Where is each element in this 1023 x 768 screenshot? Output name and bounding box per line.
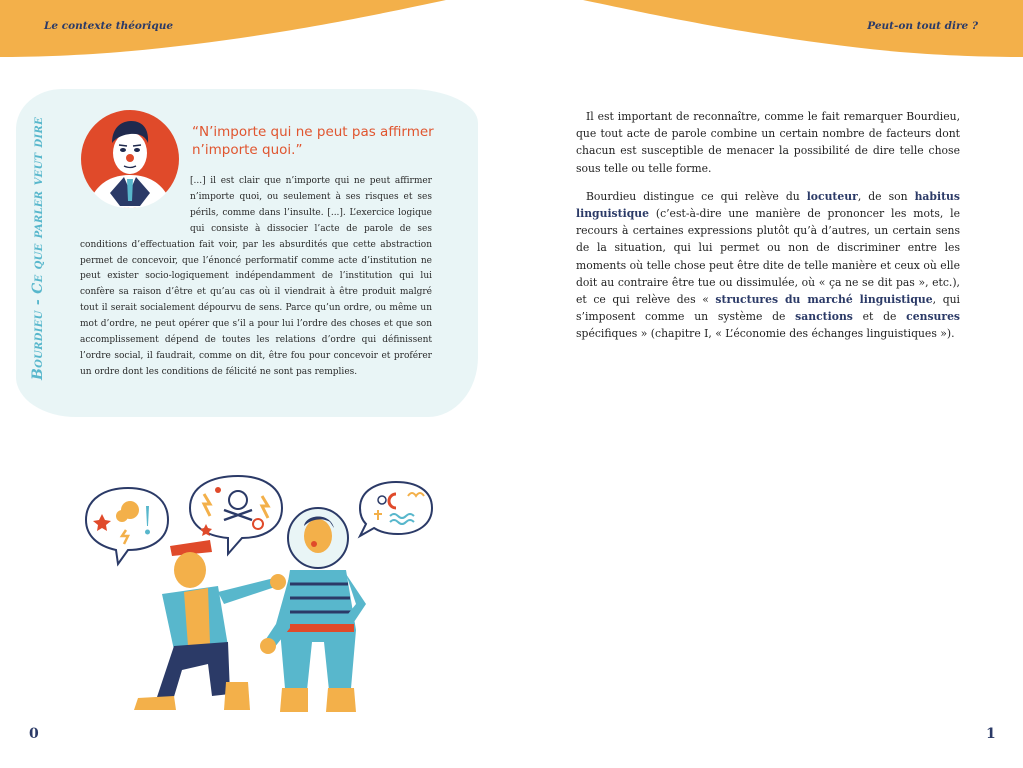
quote-text: [...] il est clair que n’importe qui ne peut affirmer n’importe quoi, ou seulement à ses risques et ses périls, comme dans l’insulte. [...]. L’exercice logique qui consiste à dissocier l’acte de parole de ses conditions d’effectuation fait voir, par les absurdités que cette abstraction permet de concevoir, que l’énoncé performatif comme acte d’institution ne peut exister socio-logiquement indépendamment de l’institution qui lui confère sa raison d’être et qu’au cas où il viendrait à être produit malgré tout il serait socialement dépourvu de sens. Parce qu’un ordre, ou même un mot d’ordre, ne peut opérer que s’il a pour lui l’ordre des choses et que son accomplissement dépend de toutes les relations d’ordre qui définissent l’ordre social, il faudrait, comme on dit, être fou pour concevoir et proférer un ordre dont les conditions de félicité ne sont pas remplies.	[80, 176, 432, 377]
p2-segment-f: spécifiques » (chapitre I, « L’économie des échanges linguistiques »).	[576, 327, 955, 341]
term-censures: censures	[906, 310, 961, 324]
term-locuteur: locuteur	[806, 189, 858, 203]
p2-segment-a: Bourdieu distingue ce qui relève du	[586, 189, 807, 203]
term-structures-marche-linguistique: structures du marché linguistique	[715, 293, 933, 307]
quote-heading: “N’importe qui ne peut pas affirmer n’importe quoi.”	[192, 124, 434, 158]
page-number-right: 1	[986, 726, 996, 742]
body-text	[576, 108, 960, 354]
p2-segment-e: et de	[852, 310, 907, 324]
body-paragraph-2	[576, 188, 960, 343]
p2-segment-d: , qui s’imposent comme un système de	[576, 293, 961, 324]
quote-text-block	[80, 174, 432, 381]
quote-box-vertical-title: Bourdieu - Ce que parler veut dire	[30, 117, 46, 380]
portrait-spacer	[80, 174, 190, 222]
running-head-left: Le contexte théorique	[44, 20, 174, 32]
speech-scene-illustration	[78, 474, 442, 714]
running-head-right: Peut-on tout dire ?	[867, 20, 978, 32]
p2-segment-c: (c’est-à-dire une manière de prononcer les mots, le recours à certaines expressions plutôt qu’à d’autres, un certain sens de la situation, qui lui permet ou non de discriminer entre les moments où telle chose peut être dite de telle manière et ceux où elle doit au contraire être tue ou dissimulée, où « ça ne se dit pas », etc.), et ce qui relève des «	[576, 207, 960, 307]
term-habitus-linguistique: habitus linguistique	[576, 189, 960, 221]
page-number-left: 0	[29, 726, 39, 742]
p2-segment-b: , de son	[857, 189, 915, 203]
body-paragraph-1: Il est important de reconnaître, comme le fait remarquer Bourdieu, que tout acte de parole combine un certain nombre de facteurs dont chacun est susceptible de menacer la possibilité de dire telle chose sous telle ou telle forme.	[576, 110, 960, 175]
speech-scene-icon	[78, 474, 442, 714]
term-sanctions: sanctions	[795, 310, 853, 324]
